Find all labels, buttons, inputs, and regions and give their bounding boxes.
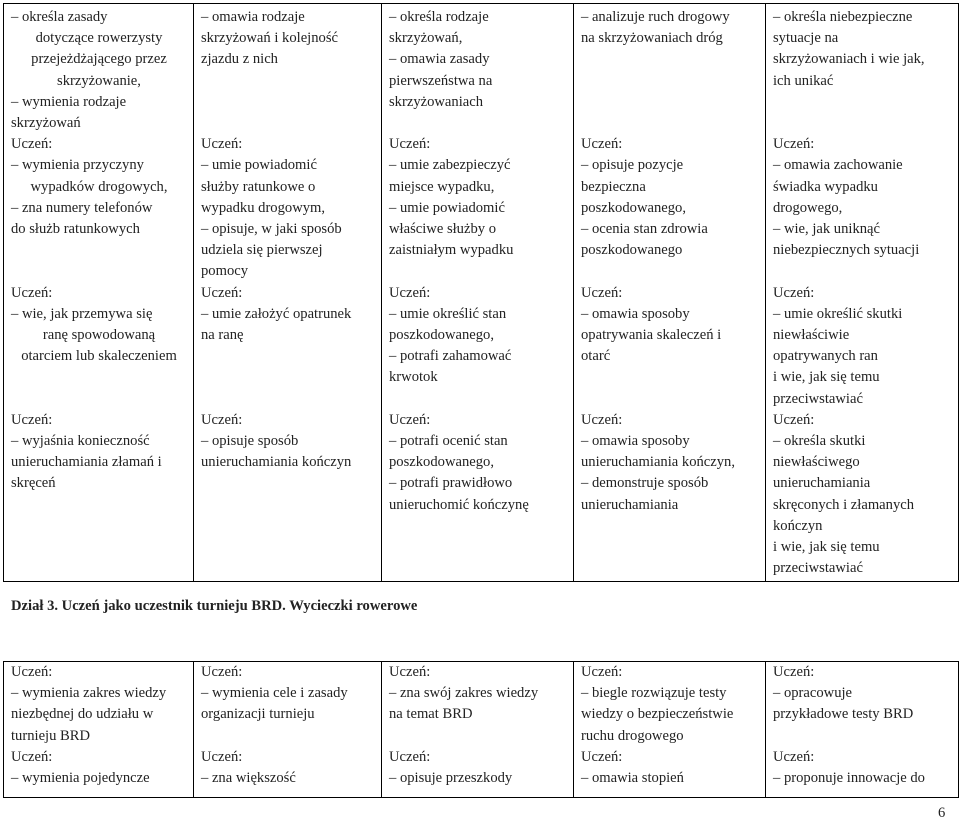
cell-line: poszkodowanego,	[389, 327, 494, 344]
cell-line: poszkodowanego	[581, 242, 683, 259]
cell-line: Uczeń:	[581, 664, 623, 680]
cell-line: pierwszeństwa na	[389, 72, 493, 89]
cell-line: – omawia sposoby	[581, 305, 690, 322]
cell-line: niewłaściwie	[773, 327, 850, 344]
cell-line	[11, 240, 187, 261]
cell-line: skrzyżowaniach i wie jak,	[773, 51, 925, 68]
cell-line: skrzyżowań	[11, 115, 81, 132]
cell-line: – umie określić stan	[389, 305, 507, 322]
cell-line: – opisuje przeszkody	[389, 770, 513, 787]
cell-line: – określa rodzaje	[389, 9, 489, 25]
cell-line: Uczeń:	[773, 411, 815, 428]
cell-line: świadka wypadku	[773, 178, 878, 195]
cell-line: właściwe służby o	[389, 221, 496, 238]
cell-line	[389, 261, 567, 282]
cell-line	[773, 92, 952, 113]
cell-line: udziela się pierwszej	[201, 242, 323, 259]
cell-line: skręceń	[11, 475, 56, 492]
cell-line: wiedzy o bezpieczeństwie	[581, 706, 734, 723]
grade-cell	[574, 662, 766, 798]
cell-line	[581, 113, 759, 134]
cell-line: na temat BRD	[389, 706, 473, 723]
cell-line	[773, 726, 952, 747]
cell-line: służby ratunkowe o	[201, 178, 316, 195]
cell-line: skrzyżowaniach	[389, 93, 484, 110]
cell-line: – wie, jak przemywa się	[11, 305, 153, 322]
cell-line: otarciem lub skaleczeniem	[21, 348, 177, 365]
cell-line: pomocy	[201, 263, 249, 280]
cell-line: Uczeń:	[773, 664, 815, 680]
cell-line: – opisuje sposób	[201, 433, 299, 450]
cell-line: na skrzyżowaniach dróg	[581, 30, 723, 47]
cell-line: ranę spowodowaną	[42, 327, 156, 344]
cell-line: – określa zasady	[11, 9, 108, 25]
cell-line: – opracowuje	[773, 685, 853, 702]
cell-line: Uczeń:	[581, 284, 623, 301]
cell-line: przejeżdżającego przez	[31, 51, 167, 68]
cell-line	[11, 389, 187, 410]
cell-line: – opisuje pozycje	[581, 157, 684, 174]
cell-line: – opisuje, w jaki sposób	[201, 221, 342, 238]
grade-cell	[382, 662, 574, 798]
cell-line: Uczeń:	[201, 664, 243, 680]
cell-line: – biegle rozwiązuje testy	[581, 685, 727, 702]
grade-cell	[194, 4, 382, 582]
cell-line: – wymienia zakres wiedzy	[11, 685, 167, 702]
table-row	[4, 4, 959, 582]
cell-line: Uczeń:	[11, 284, 53, 301]
cell-line: – proponuje innowacje do	[773, 770, 925, 787]
cell-line: – potrafi ocenić stan	[389, 433, 508, 450]
cell-line: przeciwstawiać	[773, 560, 863, 577]
cell-line: skręconych i złamanych	[773, 496, 915, 513]
cell-line: wypadku drogowym,	[201, 199, 326, 216]
cell-line: – omawia stopień	[581, 770, 684, 787]
cell-line: Uczeń:	[581, 411, 623, 428]
cell-line: Uczeń:	[581, 136, 623, 153]
cell-line: – wymienia cele i zasady	[201, 685, 348, 702]
cell-line: niezbędnej do udziału w	[11, 706, 154, 723]
cell-line: unieruchamiania kończyn,	[581, 454, 735, 471]
cell-line	[201, 113, 375, 134]
cell-line: – wyjaśnia konieczność	[11, 433, 150, 450]
cell-line: – analizuje ruch drogowy	[581, 9, 730, 25]
cell-line: – wymienia rodzaje	[11, 93, 127, 110]
cell-line: Uczeń:	[389, 411, 431, 428]
cell-line: Uczeń:	[389, 748, 431, 765]
cell-line: Uczeń:	[773, 136, 815, 153]
cell-line: – umie zabezpieczyć	[389, 157, 511, 174]
cell-line: Uczeń:	[773, 748, 815, 765]
grade-cell	[194, 662, 382, 798]
cell-line: Uczeń:	[11, 748, 53, 765]
cell-line	[11, 261, 187, 282]
cell-line: Uczeń:	[773, 284, 815, 301]
cell-line: – potrafi zahamować	[389, 348, 512, 365]
cell-line: unieruchomić kończynę	[389, 496, 529, 513]
section-heading: Dział 3. Uczeń jako uczestnik turnieju BRD. Wycieczki rowerowe	[11, 598, 418, 614]
cell-line: – omawia rodzaje	[201, 9, 305, 25]
cell-line: opatrywania skaleczeń i	[581, 327, 722, 344]
grade-cell	[766, 4, 959, 582]
cell-line: – wie, jak uniknąć	[773, 221, 880, 238]
cell-line: poszkodowanego,	[389, 454, 494, 471]
cell-line: – demonstruje sposób	[581, 475, 709, 492]
table-row	[4, 662, 959, 798]
cell-line: Uczeń:	[389, 664, 431, 680]
cell-line: skrzyżowań,	[389, 30, 463, 47]
cell-line: skrzyżowań i kolejność	[201, 30, 338, 47]
cell-line: – omawia sposoby	[581, 433, 690, 450]
cell-line: kończyn	[773, 517, 823, 534]
cell-line: na ranę	[201, 327, 244, 344]
cell-line: skrzyżowanie,	[57, 72, 141, 89]
cell-line: – potrafi prawidłowo	[389, 475, 513, 492]
cell-line: opatrywanych ran	[773, 348, 878, 365]
cell-line: dotyczące rowerzysty	[35, 30, 163, 47]
cell-line	[581, 49, 759, 70]
grade-cell	[4, 4, 194, 582]
cell-line: niewłaściwego	[773, 454, 860, 471]
cell-line	[773, 261, 952, 282]
cell-line: przykładowe testy BRD	[773, 706, 914, 723]
cell-line: unieruchamiania	[581, 496, 679, 513]
cell-line: krwotok	[389, 369, 438, 386]
cell-line	[389, 726, 567, 747]
cell-line: – omawia zasady	[389, 51, 490, 68]
cell-line: unieruchamiania złamań i	[11, 454, 162, 471]
cell-line: miejsce wypadku,	[389, 178, 495, 195]
cell-line	[201, 71, 375, 92]
cell-line: – zna swój zakres wiedzy	[389, 685, 539, 702]
cell-line: niebezpiecznych sytuacji	[773, 242, 920, 259]
cell-line: – zna większość	[201, 770, 296, 787]
cell-line	[389, 389, 567, 410]
cell-line: – omawia zachowanie	[773, 157, 903, 174]
cell-line: organizacji turnieju	[201, 706, 315, 723]
cell-line: Uczeń:	[581, 748, 623, 765]
cell-line: otarć	[581, 348, 611, 365]
cell-line: drogowego,	[773, 199, 843, 216]
cell-line	[581, 367, 759, 388]
cell-line	[581, 261, 759, 282]
cell-line	[11, 367, 187, 388]
cell-line: bezpieczna	[581, 178, 646, 195]
cell-line: Uczeń:	[389, 284, 431, 301]
cell-line: – wymienia pojedyncze	[11, 770, 150, 787]
cell-line	[773, 113, 952, 134]
cell-line: Uczeń:	[201, 748, 243, 765]
cell-line: zaistniałym wypadku	[389, 242, 514, 259]
cell-line: wypadków drogowych,	[30, 178, 168, 195]
cell-line: – umie powiadomić	[201, 157, 317, 174]
cell-line: – umie określić skutki	[773, 305, 903, 322]
cell-line: i wie, jak się temu	[773, 369, 880, 386]
grade-cell	[4, 662, 194, 798]
requirements-table-bottom	[3, 661, 959, 798]
grade-cell	[766, 662, 959, 798]
page-number: 6	[938, 805, 946, 821]
cell-line	[581, 389, 759, 410]
cell-line	[201, 367, 375, 388]
cell-line	[201, 726, 375, 747]
cell-line	[201, 389, 375, 410]
cell-line	[389, 113, 567, 134]
cell-line: ich unikać	[773, 72, 834, 89]
cell-line: Uczeń:	[11, 136, 53, 153]
grade-cell	[574, 4, 766, 582]
cell-line: sytuacje na	[773, 30, 839, 47]
cell-line: Uczeń:	[201, 136, 243, 153]
grade-cell	[382, 4, 574, 582]
cell-line: poszkodowanego,	[581, 199, 686, 216]
cell-line: zjazdu z nich	[201, 51, 278, 68]
cell-line: Uczeń:	[11, 664, 53, 680]
cell-line	[201, 346, 375, 367]
cell-line: Uczeń:	[201, 284, 243, 301]
requirements-table-top	[3, 3, 959, 582]
cell-line: do służb ratunkowych	[11, 221, 140, 238]
cell-line: – określa niebezpieczne	[773, 9, 913, 25]
cell-line: – umie założyć opatrunek	[201, 305, 352, 322]
cell-line: i wie, jak się temu	[773, 539, 880, 556]
cell-line: – wymienia przyczyny	[11, 157, 144, 174]
cell-line	[201, 92, 375, 113]
cell-line: – umie powiadomić	[389, 199, 505, 216]
cell-line: – ocenia stan zdrowia	[581, 221, 708, 238]
cell-line: – określa skutki	[773, 433, 866, 450]
cell-line: Uczeń:	[11, 411, 53, 428]
cell-line: turnieju BRD	[11, 727, 91, 744]
cell-line: przeciwstawiać	[773, 390, 863, 407]
cell-line: unieruchamiania kończyn	[201, 454, 352, 471]
cell-line: unieruchamiania	[773, 475, 871, 492]
cell-line: Uczeń:	[389, 136, 431, 153]
cell-line	[581, 71, 759, 92]
cell-line: – zna numery telefonów	[11, 199, 153, 216]
cell-line	[581, 92, 759, 113]
cell-line: ruchu drogowego	[581, 727, 684, 744]
cell-line: Uczeń:	[201, 411, 243, 428]
